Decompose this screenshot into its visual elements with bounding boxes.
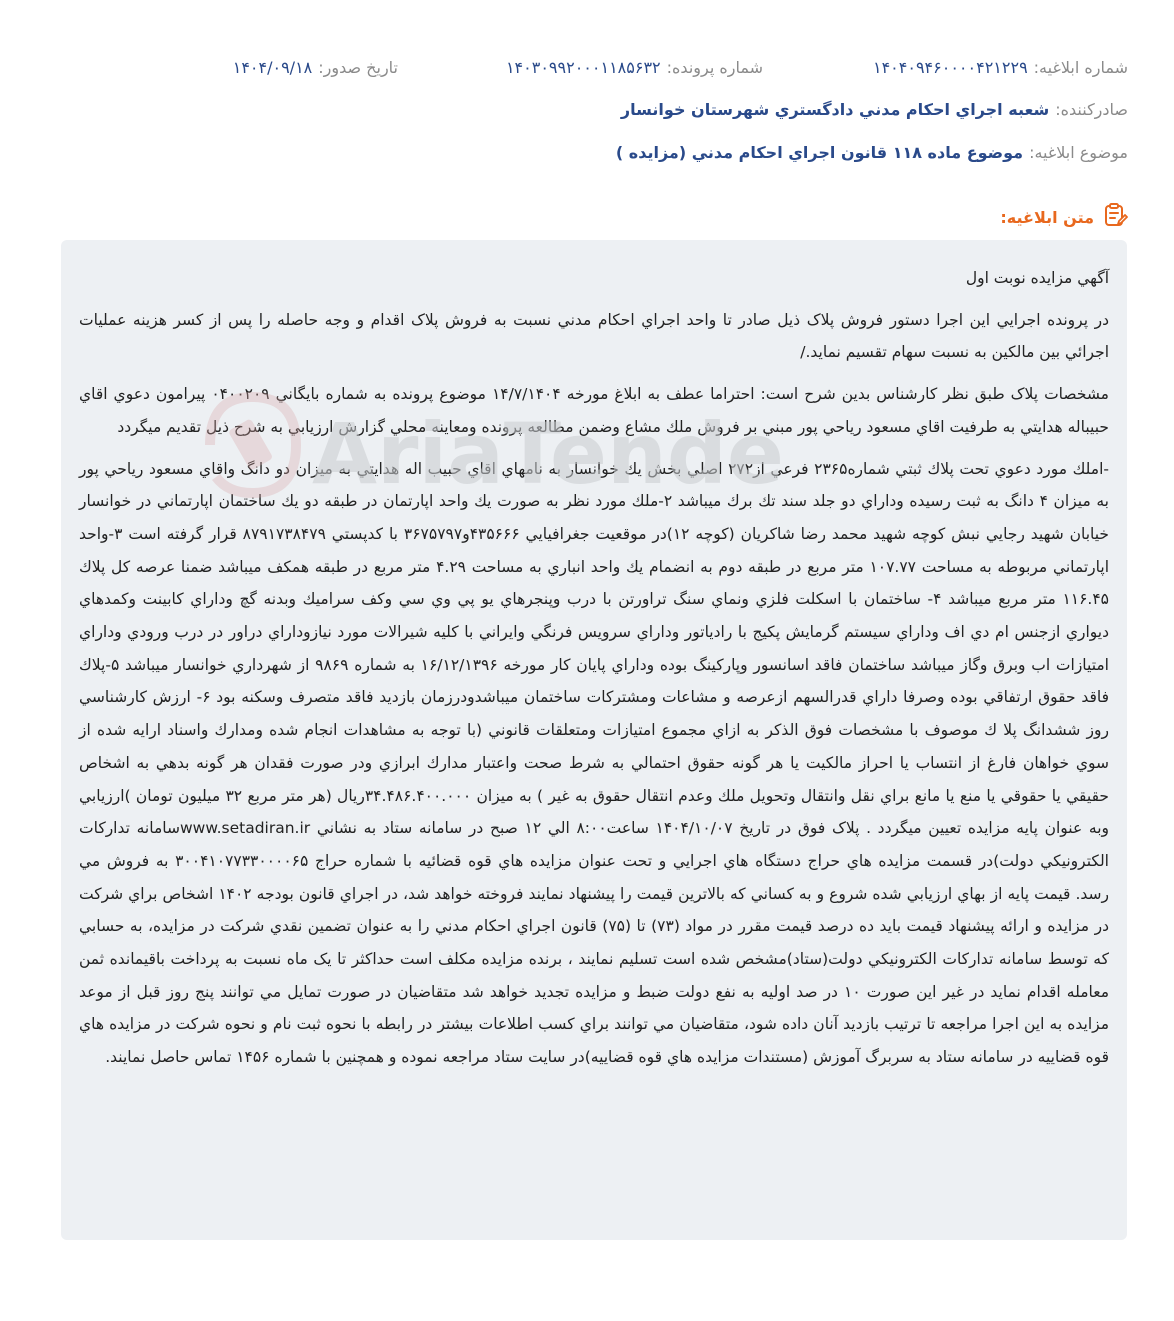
body-paragraph-title: آگهي مزايده نوبت اول (965, 269, 1109, 287)
notice-number-label: شماره ابلاغيه: (1033, 58, 1128, 77)
issue-date (233, 58, 398, 77)
issuer-line (621, 100, 1128, 119)
subject-line (616, 143, 1128, 162)
subject-label: موضوع ابلاغيه: (1029, 143, 1128, 162)
issuer-value: شعبه اجراي احکام مدني دادگستري شهرستان خوانسار (620, 100, 1050, 119)
body-paragraph-specs: مشخصات پلاک طبق نظر کارشناس بدين شرح است: احتراما عطف به ابلاغ مورخه ۱۴/۷/۱۴۰۴ موضوع پرونده به شماره بايگاني ۰۴۰۰۲۰۹ پيرامون دعوي اقاي حبيباله هدايتي به طرفيت اقاي مسعود رياحي پور مبني بر فروش ملك مشاع وضمن مطالعه پرونده ومعاينه محلي گزارش ارزيابي به شرح ذيل تقديم ميگردد (79, 385, 1109, 436)
file-number-label: شماره پرونده: (666, 58, 763, 77)
meta-row (46, 58, 1128, 84)
notice-number (873, 58, 1128, 77)
issue-date-label: تاريخ صدور: (318, 58, 398, 77)
notice-number-value: ۱۴۰۴۰۹۴۶۰۰۰۰۴۲۱۲۲۹ (872, 58, 1028, 77)
subject-value: موضوع ماده ۱۱۸ قانون اجراي احکام مدني (مزايده ) (615, 143, 1024, 162)
notice-text-heading (1000, 202, 1128, 232)
issuer-label: صادرکننده: (1055, 100, 1128, 119)
body-paragraph-details: -املك مورد دعوي تحت پلاك ثبتي شماره۲۳۶۵ فرعي از۲۷۲ اصلي بخش يك خوانسار به نامهاي اقاي حبيب اله هدايتي به ميزان دو دانگ واقاي مسعود رياحي پور به ميزان ۴ دانگ به ثبت رسيده وداراي دو جلد سند تك برك ميباشد ۲-ملك مورد نظر به صورت يك واحد اپارتمان در طبقه دو يك ساختمان اپارتماني در خوانسار خيابان شهيد رجايي نبش كوچه شهيد محمد رضا شاكريان (كوچه ۱۲)در موقعيت جغرافيايي ۴۳۵۶۶۶و۳۶۷۵۷۹۷ با كدپستي ۸۷۹۱۷۳۸۴۷۹ قرار گرفته است ۳-واحد اپارتماني مربوطه به مساحت ۱۰۷.۷۷ متر مربع در طبقه دوم به انضمام يك واحد انباري به مساحت ۴.۲۹ متر مربع در طبقه همكف ميباشد ضمنا عرصه كل پلاك ۱۱۶.۴۵ متر مربع ميباشد ۴- ساختمان با اسكلت فلزي ونماي سنگ تراورتن با درب وپنجرهاي يو پي وي سي وكف سراميك وبدنه گچ وداراي كابينت وكمدهاي ديواري ازجنس ام دي اف وداراي سيستم گرمايش پكيج با رادياتور وداراي سرويس فرنگي وايراني با كليه شيرالات مورد نيازوداراي دراور در درب ورودي وداراي امتيازات اب وبرق وگاز ميباشد ساختمان فاقد اسانسور وپاركينگ بوده وداراي پايان كار مورخه ۱۶/۱۲/۱۳۹۶ به شماره ۹۸۶۹ از شهرداري خوانسار ميباشد ۵-پلاك فاقد حقوق ارتفاقي بوده وصرفا داراي قدرالسهم ازعرصه و مشاعات ومشتركات ساختمان ميباشدودرزمان بازديد فاقد متصرف وسكنه بود ۶- ارزش كارشناسي روز ششدانگ پلا ك موصوف با مشخصات فوق الذكر به ازاي مجموع امتيازات ومتعلقات قانوني (با توجه به مشاهدات انجام شده ومدارك واسناد ارايه شده از سوي خواهان فارغ از انتساب يا احراز مالكيت يا هر گونه حقوق احتمالي به شرط صحت واعتبار مدارك ابرازي ودر صورت فقدان هر گونه بدهي به اشخاص حقيقي يا حقوقي يا منع يا مانع براي نقل وانتقال وتحويل ملك وعدم انتقال حقوق به غير ) به ميزان ۳۴.۴۸۶.۴۰۰.۰۰۰ريال (هر متر مربع ۳۲ ميليون تومان )ارزيابي وبه عنوان پايه مزايده تعيين ميگردد . پلاک فوق در تاريخ ۱۴۰۴/۱۰/۰۷ ساعت۸:۰۰ الي ۱۲ صبح در سامانه ستاد به نشاني www.setadiran.irسامانه تدارکات الکترونيکي دولت)در قسمت مزايده هاي حراج دستگاه هاي اجرايي و تحت عنوان مزايده هاي قوه قضائيه با شماره حراج ۳۰۰۴۱۰۷۷۳۳۰۰۰۰۶۵ به فروش مي رسد. قيمت پايه از بهاي ارزيابي شده شروع و به کساني که بالاترين قيمت را پيشنهاد نمايند فروخته خواهد شد، در اجراي قانون بودجه ۱۴۰۲ اشخاص براي شرکت در مزايده و ارائه پيشنهاد قيمت بايد ده درصد قيمت مقرر در مواد (۷۳) تا (۷۵) قانون اجراي احکام مدني را به عنوان تضمين نقدي شرکت در مزايده، به حسابي که توسط سامانه تدارکات الکترونيکي دولت(ستاد)مشخص شده است تسليم نمايند ، برنده مزايده مکلف است حداکثر تا يک ماه نسبت به پرداخت باقيمانده ثمن معامله اقدام نمايد در غير اين صورت ۱۰ در صد اوليه به نفع دولت ضبط و مزايده تجديد خواهد شد متقاضيان در صورت تمايل مي توانند پنج روز قبل از موعد مزايده به اين اجرا مراجعه تا ترتيب بازديد آنان داده شود، متقاضيان مي توانند براي کسب اطلاعات بيشتر در رابطه با نحوه ثبت نام و نحوه شرکت در مزايده هاي قوه قضاييه در سامانه ستاد به سربرگ آموزش (مستندات مزايده هاي قوه قضاييه)در سايت ستاد مراجعه نموده و همچنين با شماره ۱۴۵۶ تماس حاصل نمايند. (79, 459, 1110, 1067)
watermark-text: AriaTende (312, 405, 784, 503)
issue-date-value: ۱۴۰۴/۰۹/۱۸ (232, 58, 313, 77)
file-number-value: ۱۴۰۳۰۹۹۲۰۰۰۱۱۸۵۶۳۲ (505, 58, 661, 77)
document-edit-icon (1102, 202, 1128, 232)
notice-body-panel (61, 240, 1127, 1240)
file-number (506, 58, 763, 77)
notice-body (79, 262, 1109, 1083)
body-paragraph-intro: در پرونده اجرايي اين اجرا دستور فروش پلاک ذيل صادر تا واحد اجراي احکام مدني نسبت به فروش پلاک اقدام و وجه حاصله را پس از کسر هزينه عمليات اجرائي بين مالکين به نسبت سهام تقسيم نمايد./ (79, 310, 1109, 362)
notice-text-title: متن ابلاغيه: (1000, 207, 1094, 227)
